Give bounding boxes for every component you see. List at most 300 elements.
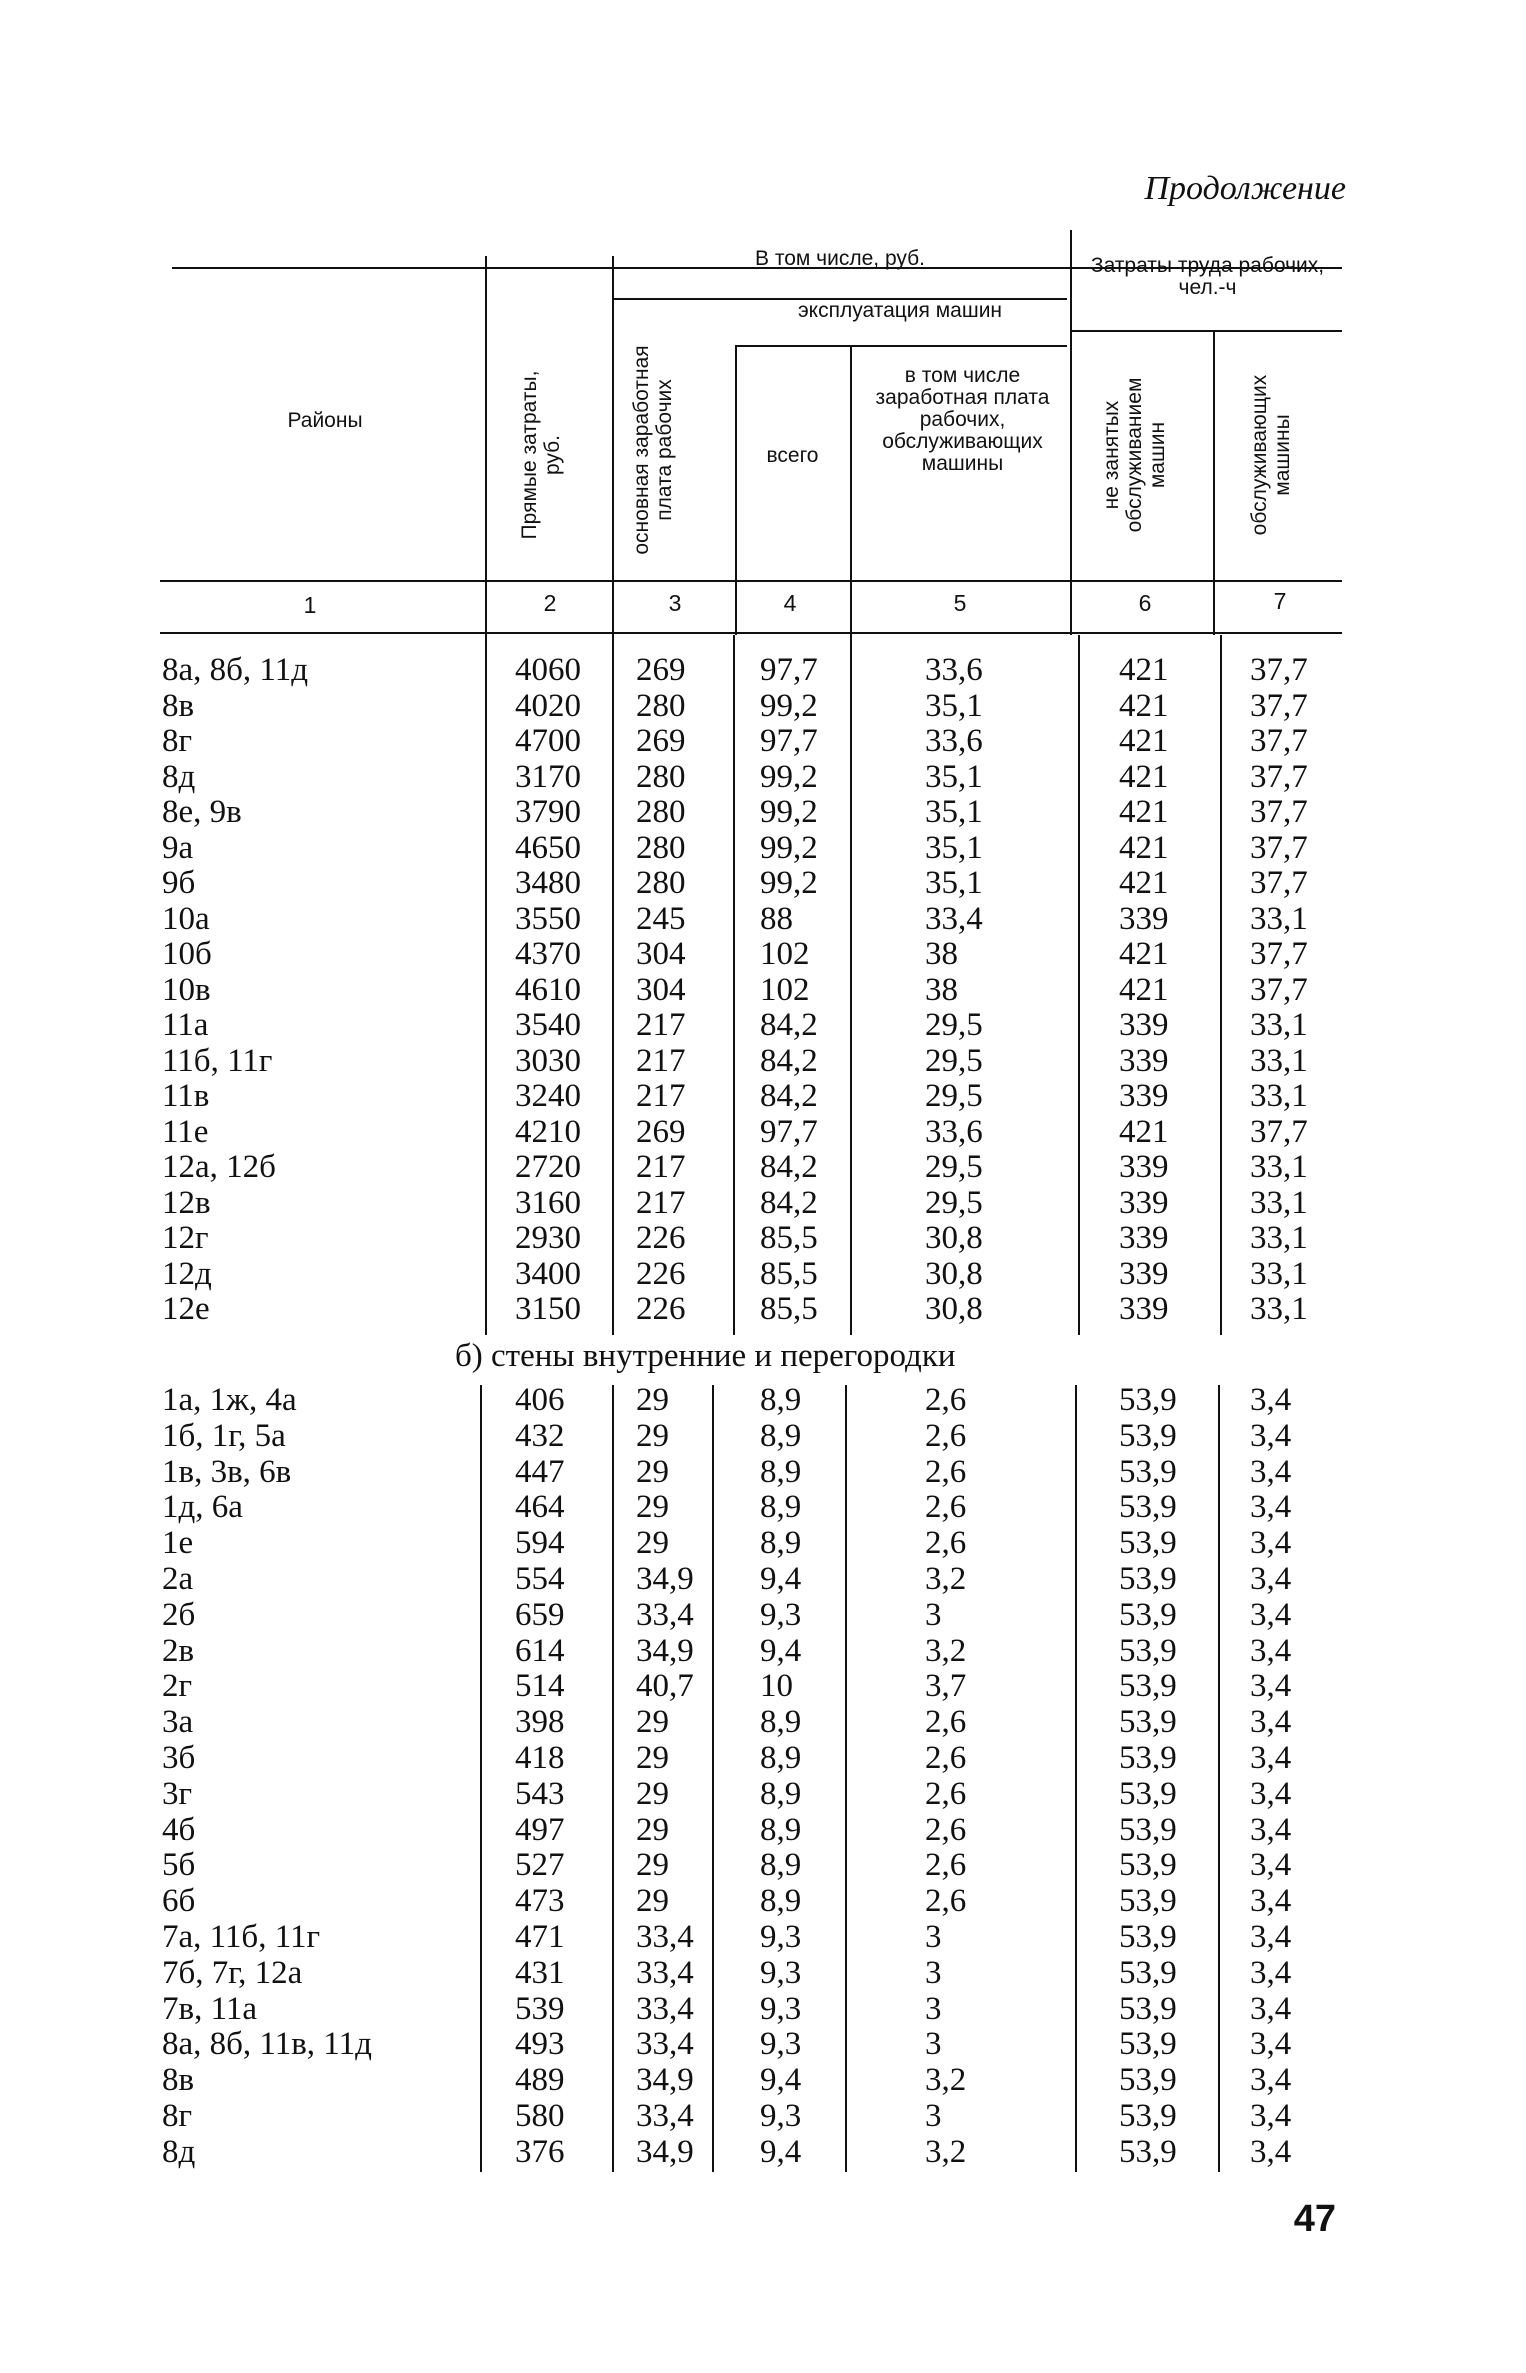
row-value-col6: 53,9 — [1119, 1883, 1177, 1920]
row-value-col4: 97,7 — [760, 652, 818, 688]
row-value-col4: 9,4 — [760, 1632, 802, 1669]
row-value-col5: 2,6 — [925, 1883, 967, 1920]
row-value-col3: 34,9 — [636, 1632, 694, 1669]
row-value-col7: 33,1 — [1250, 900, 1308, 937]
row-value-col6: 53,9 — [1119, 2133, 1177, 2170]
row-value-col2: 3790 — [515, 794, 581, 830]
row-value-col7: 33,1 — [1250, 1149, 1308, 1185]
row-value-col2: 614 — [515, 1632, 565, 1669]
row-value-col5: 2,6 — [925, 1811, 967, 1848]
row-district: 10в — [162, 971, 211, 1008]
row-value-col5: 2,6 — [925, 1847, 967, 1884]
row-value-col7: 37,7 — [1250, 936, 1308, 972]
row-district: 7б, 7г, 12а — [162, 1954, 303, 1991]
table-row — [0, 1991, 1526, 2027]
row-district: 8в — [162, 2062, 195, 2099]
row-value-col4: 9,4 — [760, 2133, 802, 2170]
row-value-col6: 339 — [1119, 1042, 1169, 1079]
row-value-col2: 4650 — [515, 829, 581, 866]
row-district: 12д — [162, 1255, 212, 1292]
row-district: 8г — [162, 2098, 193, 2134]
row-value-col6: 53,9 — [1119, 1417, 1177, 1454]
row-value-col7: 3,4 — [1250, 1382, 1292, 1418]
row-district: 1е — [162, 1525, 194, 1562]
row-value-col4: 84,2 — [760, 1042, 818, 1079]
row-value-col2: 406 — [515, 1382, 565, 1418]
row-value-col5: 2,6 — [925, 1453, 967, 1490]
row-value-col4: 85,5 — [760, 1255, 818, 1292]
row-value-col4: 97,7 — [760, 723, 818, 759]
row-value-col2: 527 — [515, 1847, 565, 1884]
row-district: 12а, 12б — [162, 1149, 276, 1185]
table-row — [0, 1382, 1526, 1418]
row-value-col6: 339 — [1119, 1149, 1169, 1185]
row-value-col7: 37,7 — [1250, 723, 1308, 759]
row-value-col5: 30,8 — [925, 1255, 983, 1292]
row-value-col2: 580 — [515, 2098, 565, 2134]
row-district: 7а, 11б, 11г — [162, 1919, 321, 1955]
row-value-col5: 29,5 — [925, 1078, 983, 1114]
row-value-col4: 84,2 — [760, 1078, 818, 1114]
row-value-col3: 217 — [636, 1149, 686, 1185]
header-col1: Районы — [287, 409, 363, 432]
row-value-col2: 514 — [515, 1668, 565, 1705]
table-row — [0, 1668, 1526, 1704]
row-value-col4: 97,7 — [760, 1113, 818, 1150]
row-value-col5: 33,6 — [925, 723, 983, 759]
row-value-col6: 53,9 — [1119, 2098, 1177, 2134]
row-value-col2: 3550 — [515, 900, 581, 937]
row-value-col3: 280 — [636, 758, 686, 795]
row-value-col4: 102 — [760, 936, 810, 972]
header-col2: Прямые затраты, руб. — [518, 370, 564, 540]
row-value-col5: 33,6 — [925, 652, 983, 688]
row-value-col2: 3400 — [515, 1255, 581, 1292]
row-value-col7: 33,1 — [1250, 1184, 1308, 1221]
table-row — [0, 759, 1526, 795]
table-row — [0, 1776, 1526, 1812]
row-value-col6: 53,9 — [1119, 1811, 1177, 1848]
row-value-col3: 29 — [636, 1740, 669, 1776]
row-value-col6: 339 — [1119, 1220, 1169, 1256]
row-value-col2: 497 — [515, 1811, 565, 1848]
row-value-col4: 8,9 — [760, 1740, 802, 1776]
section-b-title: б) стены внутренние и перегородки — [455, 1338, 956, 1374]
row-value-col4: 9,3 — [760, 1990, 802, 2027]
continuation-label: Продолжение — [1144, 170, 1346, 207]
row-value-col3: 29 — [636, 1883, 669, 1920]
row-value-col2: 473 — [515, 1883, 565, 1920]
row-district: 1б, 1г, 5а — [162, 1417, 286, 1454]
table-row — [0, 1078, 1526, 1114]
row-value-col4: 8,9 — [760, 1775, 802, 1812]
table-row — [0, 901, 1526, 937]
row-value-col5: 2,6 — [925, 1382, 967, 1418]
row-value-col2: 493 — [515, 2026, 565, 2063]
row-district: 10а — [162, 900, 210, 937]
row-value-col5: 35,1 — [925, 758, 983, 795]
table-row — [0, 1633, 1526, 1669]
row-value-col7: 3,4 — [1250, 1596, 1292, 1633]
table-row — [0, 1454, 1526, 1490]
row-value-col3: 269 — [636, 1113, 686, 1150]
row-value-col3: 29 — [636, 1704, 669, 1741]
row-value-col6: 421 — [1119, 865, 1169, 901]
row-value-col4: 8,9 — [760, 1382, 802, 1418]
row-value-col4: 8,9 — [760, 1847, 802, 1884]
row-value-col7: 37,7 — [1250, 758, 1308, 795]
row-value-col6: 339 — [1119, 900, 1169, 937]
table-row — [0, 1291, 1526, 1327]
table-row — [0, 1597, 1526, 1633]
table-row — [0, 1007, 1526, 1043]
row-value-col3: 280 — [636, 794, 686, 830]
row-district: 1д, 6а — [162, 1489, 243, 1526]
row-value-col6: 53,9 — [1119, 2062, 1177, 2099]
row-value-col4: 85,5 — [760, 1220, 818, 1256]
row-district: 7в, 11а — [162, 1990, 258, 2027]
row-value-col4: 99,2 — [760, 794, 818, 830]
row-value-col4: 84,2 — [760, 1184, 818, 1221]
row-value-col2: 4370 — [515, 936, 581, 972]
row-district: 6б — [162, 1883, 196, 1920]
table-row — [0, 688, 1526, 724]
table-row — [0, 1220, 1526, 1256]
row-value-col3: 304 — [636, 971, 686, 1008]
row-value-col6: 53,9 — [1119, 1847, 1177, 1884]
row-value-col3: 217 — [636, 1078, 686, 1114]
row-value-col2: 464 — [515, 1489, 565, 1526]
table-row — [0, 1185, 1526, 1221]
row-value-col6: 421 — [1119, 723, 1169, 759]
row-value-col6: 53,9 — [1119, 1596, 1177, 1633]
row-value-col6: 53,9 — [1119, 1489, 1177, 1526]
row-value-col4: 9,3 — [760, 2098, 802, 2134]
header-group-incl: В том числе, руб. — [755, 247, 925, 270]
row-value-col5: 2,6 — [925, 1775, 967, 1812]
row-value-col4: 9,3 — [760, 1919, 802, 1955]
header-num-5: 5 — [953, 590, 967, 616]
row-value-col3: 217 — [636, 1007, 686, 1043]
row-value-col5: 30,8 — [925, 1220, 983, 1256]
row-value-col3: 29 — [636, 1417, 669, 1454]
row-value-col6: 53,9 — [1119, 1382, 1177, 1418]
row-value-col2: 418 — [515, 1740, 565, 1776]
row-value-col2: 4020 — [515, 687, 581, 724]
row-value-col5: 3 — [925, 2026, 942, 2063]
row-value-col7: 37,7 — [1250, 865, 1308, 901]
table-row — [0, 1561, 1526, 1597]
row-value-col5: 2,6 — [925, 1740, 967, 1776]
table-row — [0, 1489, 1526, 1525]
row-value-col6: 53,9 — [1119, 1704, 1177, 1741]
header-num-6: 6 — [1138, 590, 1152, 616]
row-value-col6: 53,9 — [1119, 1990, 1177, 2027]
row-value-col4: 9,3 — [760, 1596, 802, 1633]
row-value-col7: 3,4 — [1250, 1954, 1292, 1991]
row-value-col7: 3,4 — [1250, 1847, 1292, 1884]
row-value-col4: 102 — [760, 971, 810, 1008]
row-value-col5: 35,1 — [925, 687, 983, 724]
row-value-col3: 33,4 — [636, 2098, 694, 2134]
row-value-col5: 2,6 — [925, 1489, 967, 1526]
table-row — [0, 936, 1526, 972]
row-value-col5: 3 — [925, 1596, 942, 1633]
row-value-col4: 10 — [760, 1668, 793, 1705]
header-num-3: 3 — [668, 590, 682, 616]
row-district: 11б, 11г — [162, 1042, 273, 1079]
row-value-col2: 4610 — [515, 971, 581, 1008]
row-value-col5: 3 — [925, 1954, 942, 1991]
header-col6: не занятых обслуживанием машин — [1100, 377, 1169, 533]
table-row — [0, 1740, 1526, 1776]
row-value-col2: 2930 — [515, 1220, 581, 1256]
row-value-col3: 226 — [636, 1255, 686, 1292]
row-district: 8а, 8б, 11в, 11д — [162, 2026, 372, 2063]
row-district: 12г — [162, 1220, 209, 1256]
row-value-col3: 34,9 — [636, 2062, 694, 2099]
row-value-col6: 421 — [1119, 687, 1169, 724]
row-value-col3: 29 — [636, 1847, 669, 1884]
header-group-exp: эксплуатация машин — [797, 299, 1003, 322]
header-col5: в том числе заработная плата рабочих, обслуживающих машины — [875, 364, 1050, 475]
row-value-col3: 33,4 — [636, 1954, 694, 1991]
row-value-col4: 9,4 — [760, 2062, 802, 2099]
row-value-col6: 421 — [1119, 794, 1169, 830]
row-value-col6: 53,9 — [1119, 2026, 1177, 2063]
row-value-col4: 8,9 — [760, 1883, 802, 1920]
row-value-col4: 8,9 — [760, 1525, 802, 1562]
row-value-col7: 3,4 — [1250, 1919, 1292, 1955]
row-value-col5: 29,5 — [925, 1007, 983, 1043]
table-row — [0, 1114, 1526, 1150]
row-value-col7: 37,7 — [1250, 794, 1308, 830]
row-value-col3: 29 — [636, 1811, 669, 1848]
row-value-col4: 99,2 — [760, 687, 818, 724]
row-value-col5: 2,6 — [925, 1525, 967, 1562]
row-value-col5: 35,1 — [925, 794, 983, 830]
row-value-col2: 539 — [515, 1990, 565, 2027]
row-district: 2а — [162, 1561, 194, 1597]
row-value-col2: 489 — [515, 2062, 565, 2099]
row-value-col5: 3,2 — [925, 1632, 967, 1669]
row-value-col6: 53,9 — [1119, 1919, 1177, 1955]
row-value-col3: 34,9 — [636, 2133, 694, 2170]
row-value-col2: 398 — [515, 1704, 565, 1741]
row-value-col3: 280 — [636, 865, 686, 901]
row-district: 8е, 9в — [162, 794, 242, 830]
row-value-col3: 245 — [636, 900, 686, 937]
row-value-col6: 339 — [1119, 1078, 1169, 1114]
table-row — [0, 2134, 1526, 2170]
row-value-col2: 3030 — [515, 1042, 581, 1079]
row-value-col3: 29 — [636, 1382, 669, 1418]
row-value-col7: 37,7 — [1250, 829, 1308, 866]
row-value-col4: 85,5 — [760, 1291, 818, 1327]
row-value-col3: 226 — [636, 1220, 686, 1256]
row-value-col7: 33,1 — [1250, 1291, 1308, 1327]
table-row — [0, 2062, 1526, 2098]
row-district: 3б — [162, 1740, 196, 1776]
row-value-col2: 594 — [515, 1525, 565, 1562]
row-value-col4: 9,3 — [760, 2026, 802, 2063]
row-value-col5: 33,4 — [925, 900, 983, 937]
row-district: 8г — [162, 723, 193, 759]
header-group-labor: Затраты труда рабочих, чел.-ч — [1090, 254, 1325, 299]
row-value-col7: 37,7 — [1250, 652, 1308, 688]
row-value-col5: 35,1 — [925, 829, 983, 866]
row-district: 10б — [162, 936, 212, 972]
row-value-col3: 304 — [636, 936, 686, 972]
row-value-col5: 38 — [925, 936, 958, 972]
row-value-col7: 3,4 — [1250, 1668, 1292, 1705]
row-value-col4: 8,9 — [760, 1811, 802, 1848]
row-district: 1а, 1ж, 4а — [162, 1382, 297, 1418]
row-value-col6: 339 — [1119, 1007, 1169, 1043]
row-value-col6: 339 — [1119, 1184, 1169, 1221]
row-value-col2: 432 — [515, 1417, 565, 1454]
header-num-4: 4 — [783, 590, 797, 616]
row-value-col4: 9,4 — [760, 1561, 802, 1597]
row-value-col2: 4060 — [515, 652, 581, 688]
row-value-col2: 659 — [515, 1596, 565, 1633]
row-value-col6: 421 — [1119, 652, 1169, 688]
header-col3: основная заработная плата рабочих — [630, 345, 676, 555]
table-row — [0, 1043, 1526, 1079]
row-value-col7: 3,4 — [1250, 1740, 1292, 1776]
row-value-col6: 53,9 — [1119, 1525, 1177, 1562]
row-value-col4: 84,2 — [760, 1007, 818, 1043]
row-value-col5: 30,8 — [925, 1291, 983, 1327]
row-value-col4: 99,2 — [760, 829, 818, 866]
row-district: 8д — [162, 2133, 196, 2170]
row-value-col7: 3,4 — [1250, 1453, 1292, 1490]
row-value-col3: 269 — [636, 723, 686, 759]
row-value-col6: 53,9 — [1119, 1775, 1177, 1812]
row-district: 8д — [162, 758, 196, 795]
row-value-col5: 3,2 — [925, 2062, 967, 2099]
row-value-col5: 33,6 — [925, 1113, 983, 1150]
table-row — [0, 1919, 1526, 1955]
row-value-col3: 217 — [636, 1184, 686, 1221]
row-value-col3: 29 — [636, 1489, 669, 1526]
row-value-col2: 471 — [515, 1919, 565, 1955]
row-value-col3: 217 — [636, 1042, 686, 1079]
row-value-col6: 421 — [1119, 829, 1169, 866]
row-district: 8а, 8б, 11д — [162, 652, 309, 688]
row-value-col4: 8,9 — [760, 1417, 802, 1454]
table-row — [0, 1704, 1526, 1740]
row-value-col2: 554 — [515, 1561, 565, 1597]
row-value-col5: 3,7 — [925, 1668, 967, 1705]
table-row — [0, 1847, 1526, 1883]
row-value-col5: 29,5 — [925, 1042, 983, 1079]
row-value-col6: 53,9 — [1119, 1668, 1177, 1705]
row-value-col3: 29 — [636, 1453, 669, 1490]
table-row — [0, 972, 1526, 1008]
row-value-col6: 421 — [1119, 758, 1169, 795]
row-district: 9б — [162, 865, 196, 901]
table-row — [0, 865, 1526, 901]
row-district: 3г — [162, 1775, 193, 1812]
row-value-col7: 33,1 — [1250, 1220, 1308, 1256]
row-value-col7: 3,4 — [1250, 1704, 1292, 1741]
row-value-col6: 53,9 — [1119, 1561, 1177, 1597]
row-district: 5б — [162, 1847, 196, 1884]
row-district: 11е — [162, 1113, 209, 1150]
row-value-col2: 543 — [515, 1775, 565, 1812]
row-value-col6: 53,9 — [1119, 1453, 1177, 1490]
row-value-col7: 3,4 — [1250, 2062, 1292, 2099]
row-value-col7: 33,1 — [1250, 1078, 1308, 1114]
row-value-col4: 99,2 — [760, 758, 818, 795]
table-row — [0, 830, 1526, 866]
row-value-col5: 2,6 — [925, 1704, 967, 1741]
header-num-2: 2 — [543, 590, 557, 616]
row-value-col6: 53,9 — [1119, 1632, 1177, 1669]
row-district: 4б — [162, 1811, 196, 1848]
row-value-col7: 3,4 — [1250, 1489, 1292, 1526]
row-value-col3: 280 — [636, 687, 686, 724]
row-value-col4: 88 — [760, 900, 793, 937]
row-value-col3: 33,4 — [636, 1990, 694, 2027]
table-row — [0, 1955, 1526, 1991]
row-district: 12в — [162, 1184, 211, 1221]
row-value-col2: 431 — [515, 1954, 565, 1991]
row-value-col7: 3,4 — [1250, 1525, 1292, 1562]
row-value-col2: 3150 — [515, 1291, 581, 1327]
row-value-col7: 3,4 — [1250, 2098, 1292, 2134]
row-value-col3: 226 — [636, 1291, 686, 1327]
row-value-col7: 37,7 — [1250, 971, 1308, 1008]
row-value-col3: 40,7 — [636, 1668, 694, 1705]
row-district: 1в, 3в, 6в — [162, 1453, 292, 1490]
row-value-col7: 33,1 — [1250, 1007, 1308, 1043]
row-value-col7: 3,4 — [1250, 1990, 1292, 2027]
row-value-col2: 376 — [515, 2133, 565, 2170]
row-value-col2: 447 — [515, 1453, 565, 1490]
header-num-7: 7 — [1273, 588, 1287, 614]
row-value-col3: 29 — [636, 1525, 669, 1562]
row-district: 11в — [162, 1078, 210, 1114]
row-value-col5: 3 — [925, 2098, 942, 2134]
row-value-col7: 3,4 — [1250, 1561, 1292, 1597]
table-row — [0, 794, 1526, 830]
row-value-col5: 3 — [925, 1990, 942, 2027]
row-district: 2б — [162, 1596, 196, 1633]
row-value-col6: 339 — [1119, 1291, 1169, 1327]
row-value-col5: 35,1 — [925, 865, 983, 901]
table-row — [0, 1812, 1526, 1848]
row-value-col4: 99,2 — [760, 865, 818, 901]
row-value-col5: 2,6 — [925, 1417, 967, 1454]
row-value-col4: 8,9 — [760, 1453, 802, 1490]
row-value-col6: 421 — [1119, 971, 1169, 1008]
row-value-col4: 9,3 — [760, 1954, 802, 1991]
page-number: 47 — [1293, 2198, 1336, 2240]
row-district: 3а — [162, 1704, 194, 1741]
row-value-col7: 3,4 — [1250, 1883, 1292, 1920]
row-district: 11а — [162, 1007, 209, 1043]
table-row — [0, 1149, 1526, 1185]
row-value-col5: 29,5 — [925, 1184, 983, 1221]
row-value-col7: 3,4 — [1250, 2133, 1292, 2170]
row-value-col7: 3,4 — [1250, 1775, 1292, 1812]
row-value-col7: 33,1 — [1250, 1042, 1308, 1079]
row-value-col3: 280 — [636, 829, 686, 866]
header-col7: обслуживающих машины — [1248, 374, 1294, 536]
row-value-col6: 53,9 — [1119, 1954, 1177, 1991]
